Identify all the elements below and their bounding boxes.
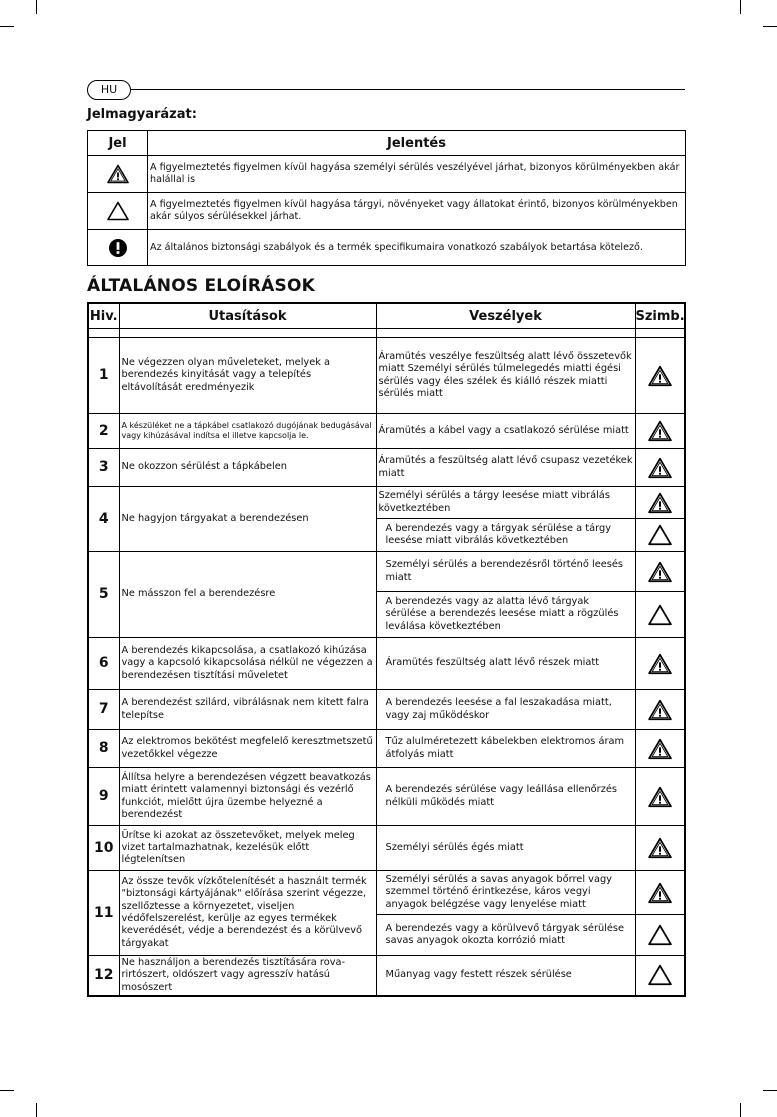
section-title: ÁLTALÁNOS ELOÍRÁSOK	[87, 276, 315, 296]
general-rules-table	[87, 302, 686, 997]
danger-text: Áramütés feszültség alatt lévő részek miatt	[376, 638, 635, 690]
instruction-text: A berendezést szilárd, vibrálásnak nem kitett falra telepítse	[119, 690, 376, 730]
instruction-text: Az össze tevők vízkőtelenítését a használt termék "biztonsági kártyájának" előírása szerint végezze, szellőztesse a környezetet, viseljen védőfelszerelést, kerülje az egyes termékek keverédését, védje a berendezést és a körülvevő tárgyakat	[119, 871, 376, 956]
row-number: 5	[88, 552, 119, 638]
legend-header-symbol: Jel	[88, 131, 148, 156]
legend-meaning-text: Az általános biztonsági szabályok és a termék specifikumaira vonatkozó szabályok betartása kötelező.	[148, 230, 686, 266]
danger-text: Személyi sérülés a savas anyagok bőrrel vagy szemmel történő érintkezése, káros vegyi anyagok belégzése vagy lenyelése miatt	[376, 871, 635, 915]
instruction-text: Az elektromos bekötést megfelelő keresztmetszetű vezetőkkel végezze	[119, 730, 376, 768]
legend-header-meaning: Jelentés	[148, 131, 686, 156]
danger-text: Tűz alulméretezett kábelekben elektromos áram átfolyás miatt	[376, 730, 635, 768]
instruction-text: Ne végezzen olyan műveleteket, melyek a berendezés kinyitását vagy a telepítés eltávolítását eredményezik	[119, 338, 376, 414]
table-row	[88, 826, 685, 871]
row-number: 7	[88, 690, 119, 730]
danger-text: Áramütés veszélye feszültség alatt lévő összetevők miatt Személyi sérülés túlmelegedés miatti égési sérülés vagy éles szélek és kiálló részek miatti sérülés miatt	[376, 338, 635, 414]
instruction-text: Ne hagyjon tárgyakat a berendezésen	[119, 487, 376, 552]
danger-text: Személyi sérülés a berendezésről történő leesés miatt	[376, 552, 635, 592]
danger-text: Műanyag vagy festett részek sérülése	[376, 956, 635, 996]
row-number: 11	[88, 871, 119, 956]
table-row	[88, 956, 685, 996]
danger-text: Személyi sérülés a tárgy leesése miatt vibrálás következtében	[376, 487, 635, 519]
table-row	[88, 690, 685, 730]
warning-triangle-exclamation-icon	[636, 738, 685, 760]
table-row	[88, 638, 685, 690]
caution-triangle-icon	[636, 524, 685, 546]
danger-text: A berendezés vagy az alatta lévő tárgyak sérülése a berendezés leesése miatt a rögzülés leválása következtében	[376, 592, 635, 638]
instruction-text: Ne másszon fel a berendezésre	[119, 552, 376, 638]
header-symbol: Szimb.	[635, 303, 685, 329]
crop-mark	[763, 1090, 777, 1091]
caution-triangle-icon	[636, 924, 685, 946]
instruction-text: A készüléket ne a tápkábel csatlakozó dugójának bedugásával vagy kihúzásával indítsa el illetve kapcsolja le.	[119, 414, 376, 449]
row-number: 1	[88, 338, 119, 414]
table-row	[88, 871, 685, 915]
legend-meaning-text: A figyelmeztetés figyelmen kívül hagyása tárgyi, növényeket vagy állatokat érintő, bizonyos körülményekben akár súlyos sérülésekkel járhat.	[148, 193, 686, 230]
row-number: 12	[88, 956, 119, 996]
warning-triangle-exclamation-icon	[636, 786, 685, 808]
caution-triangle-icon	[636, 604, 685, 626]
caution-triangle-icon	[88, 201, 147, 221]
table-row	[88, 768, 685, 826]
danger-text: Személyi sérülés égés miatt	[376, 826, 635, 871]
warning-triangle-exclamation-icon	[636, 365, 685, 387]
crop-mark	[0, 26, 14, 27]
table-row	[88, 487, 685, 519]
instruction-text: A berendezés kikapcsolása, a csatlakozó kihúzása vagy a kapcsoló kikapcsolása nélkül ne végezzen a berendezésen tisztítási műveletet	[119, 638, 376, 690]
instruction-text: Ürítse ki azokat az összetevőket, melyek meleg vizet tartalmazhatnak, kezelésük előtt légtelenítsen	[119, 826, 376, 871]
caution-triangle-icon	[636, 964, 685, 986]
crop-mark	[763, 26, 777, 27]
warning-triangle-exclamation-icon	[636, 837, 685, 859]
warning-triangle-exclamation-icon	[636, 699, 685, 721]
crop-mark	[0, 1090, 14, 1091]
warning-triangle-exclamation-icon	[88, 164, 147, 184]
legend-table	[87, 130, 686, 266]
mandatory-exclamation-icon	[88, 238, 147, 258]
table-row	[88, 338, 685, 414]
danger-text: A berendezés leesése a fal leszakadása miatt, vagy zaj működéskor	[376, 690, 635, 730]
warning-triangle-exclamation-icon	[636, 420, 685, 442]
header-rule	[131, 89, 685, 90]
header-num: Hiv.	[88, 303, 119, 329]
row-number: 4	[88, 487, 119, 552]
danger-text: Áramütés a kábel vagy a csatlakozó sérülése miatt	[376, 414, 635, 449]
warning-triangle-exclamation-icon	[636, 561, 685, 583]
row-number: 8	[88, 730, 119, 768]
header-instructions: Utasítások	[119, 303, 376, 329]
header-dangers: Veszélyek	[376, 303, 635, 329]
crop-mark	[740, 1103, 741, 1117]
instruction-text: Ne használjon a berendezés tisztítására rova- rirtószert, oldószert vagy agresszív hatású mosószert	[119, 956, 376, 996]
danger-text: A berendezés vagy a tárgyak sérülése a tárgy leesése miatt vibrálás következtében	[376, 519, 635, 552]
legend-meaning-text: A figyelmeztetés figyelmen kívül hagyása személyi sérülés veszélyével járhat, bizonyos körülményekben akár halállal is	[148, 156, 686, 193]
danger-text: A berendezés sérülése vagy leállása ellenőrzés nélküli működés miatt	[376, 768, 635, 826]
instruction-text: Ne okozzon sérülést a tápkábelen	[119, 449, 376, 487]
row-number: 6	[88, 638, 119, 690]
row-number: 3	[88, 449, 119, 487]
row-number: 10	[88, 826, 119, 871]
crop-mark	[36, 0, 37, 14]
danger-text: Áramütés a feszültség alatt lévő csupasz vezetékek miatt	[376, 449, 635, 487]
crop-mark	[740, 0, 741, 14]
legend-title: Jelmagyarázat:	[87, 107, 197, 122]
warning-triangle-exclamation-icon	[636, 653, 685, 675]
table-row	[88, 449, 685, 487]
warning-triangle-exclamation-icon	[636, 492, 685, 514]
language-badge: HU	[87, 80, 131, 100]
warning-triangle-exclamation-icon	[636, 882, 685, 904]
row-number: 9	[88, 768, 119, 826]
table-row	[88, 552, 685, 592]
row-number: 2	[88, 414, 119, 449]
instruction-text: Állítsa helyre a berendezésen végzett beavatkozás miatt érintett valamennyi biztonsági és vezérlő funkciót, mielőtt újra üzembe helyezné a berendezést	[119, 768, 376, 826]
warning-triangle-exclamation-icon	[636, 457, 685, 479]
danger-text: A berendezés vagy a körülvevő tárgyak sérülése savas anyagok okozta korrózió miatt	[376, 915, 635, 956]
table-row	[88, 730, 685, 768]
crop-mark	[36, 1103, 37, 1117]
table-row	[88, 414, 685, 449]
